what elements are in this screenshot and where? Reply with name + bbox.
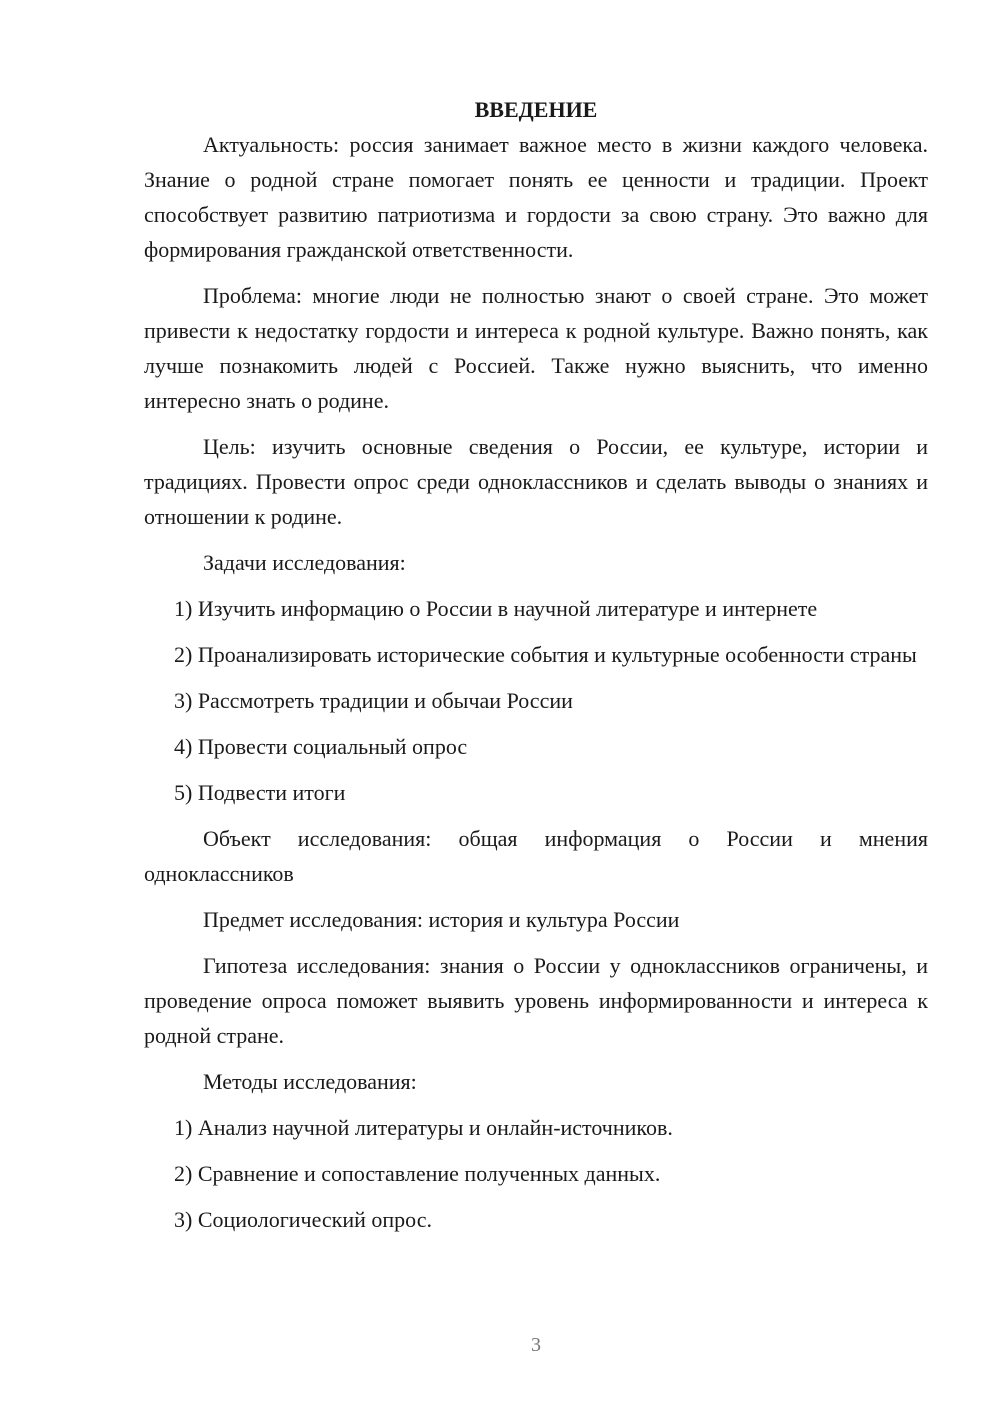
task-item-4: 4) Провести социальный опрос [174, 734, 468, 759]
paragraph-goal: Цель: изучить основные сведения о России, ее культуре, истории и традициях. Провести опрос среди одноклассников и сделать выводы о знаниях и отношении к родине. [144, 434, 928, 529]
paragraph-tasks-heading: Задачи исследования: [203, 550, 406, 575]
paragraph-hypothesis: Гипотеза исследования: знания о России у одноклассников ограничены, и проведение опроса поможет выявить уровень информированности и интереса к родной стране. [144, 953, 928, 1048]
task-item-2: 2) Проанализировать исторические события и культурные особенности страны [174, 642, 917, 667]
paragraph-subject: Предмет исследования: история и культура России [203, 907, 680, 932]
task-item-3: 3) Рассмотреть традиции и обычаи России [174, 688, 573, 713]
document-page [144, 92, 928, 1248]
method-item-1: 1) Анализ научной литературы и онлайн-источников. [174, 1115, 673, 1140]
paragraph-object: Объект исследования: общая информация о России и мнения одноклассников [144, 826, 928, 886]
document-title: ВВЕДЕНИЕ [474, 97, 598, 122]
page-number: 3 [531, 1334, 541, 1356]
method-item-2: 2) Сравнение и сопоставление полученных данных. [174, 1161, 661, 1186]
paragraph-relevance: Актуальность: россия занимает важное место в жизни каждого человека. Знание о родной стране помогает понять ее ценности и традиции. Проект способствует развитию патриотизма и гордости за свою страну. Это важно для формирования гражданской ответственности. [144, 132, 928, 262]
method-item-3: 3) Социологический опрос. [174, 1207, 432, 1232]
paragraph-problem: Проблема: многие люди не полностью знают о своей стране. Это может привести к недостатку гордости и интереса к родной культуре. Важно понять, как лучше познакомить людей с Россией. Также нужно выяснить, что именно интересно знать о родине. [144, 283, 928, 413]
task-item-1: 1) Изучить информацию о России в научной литературе и интернете [174, 596, 818, 621]
heading-container [144, 92, 928, 127]
task-item-5: 5) Подвести итоги [174, 780, 346, 805]
paragraph-methods-heading: Методы исследования: [203, 1069, 417, 1094]
